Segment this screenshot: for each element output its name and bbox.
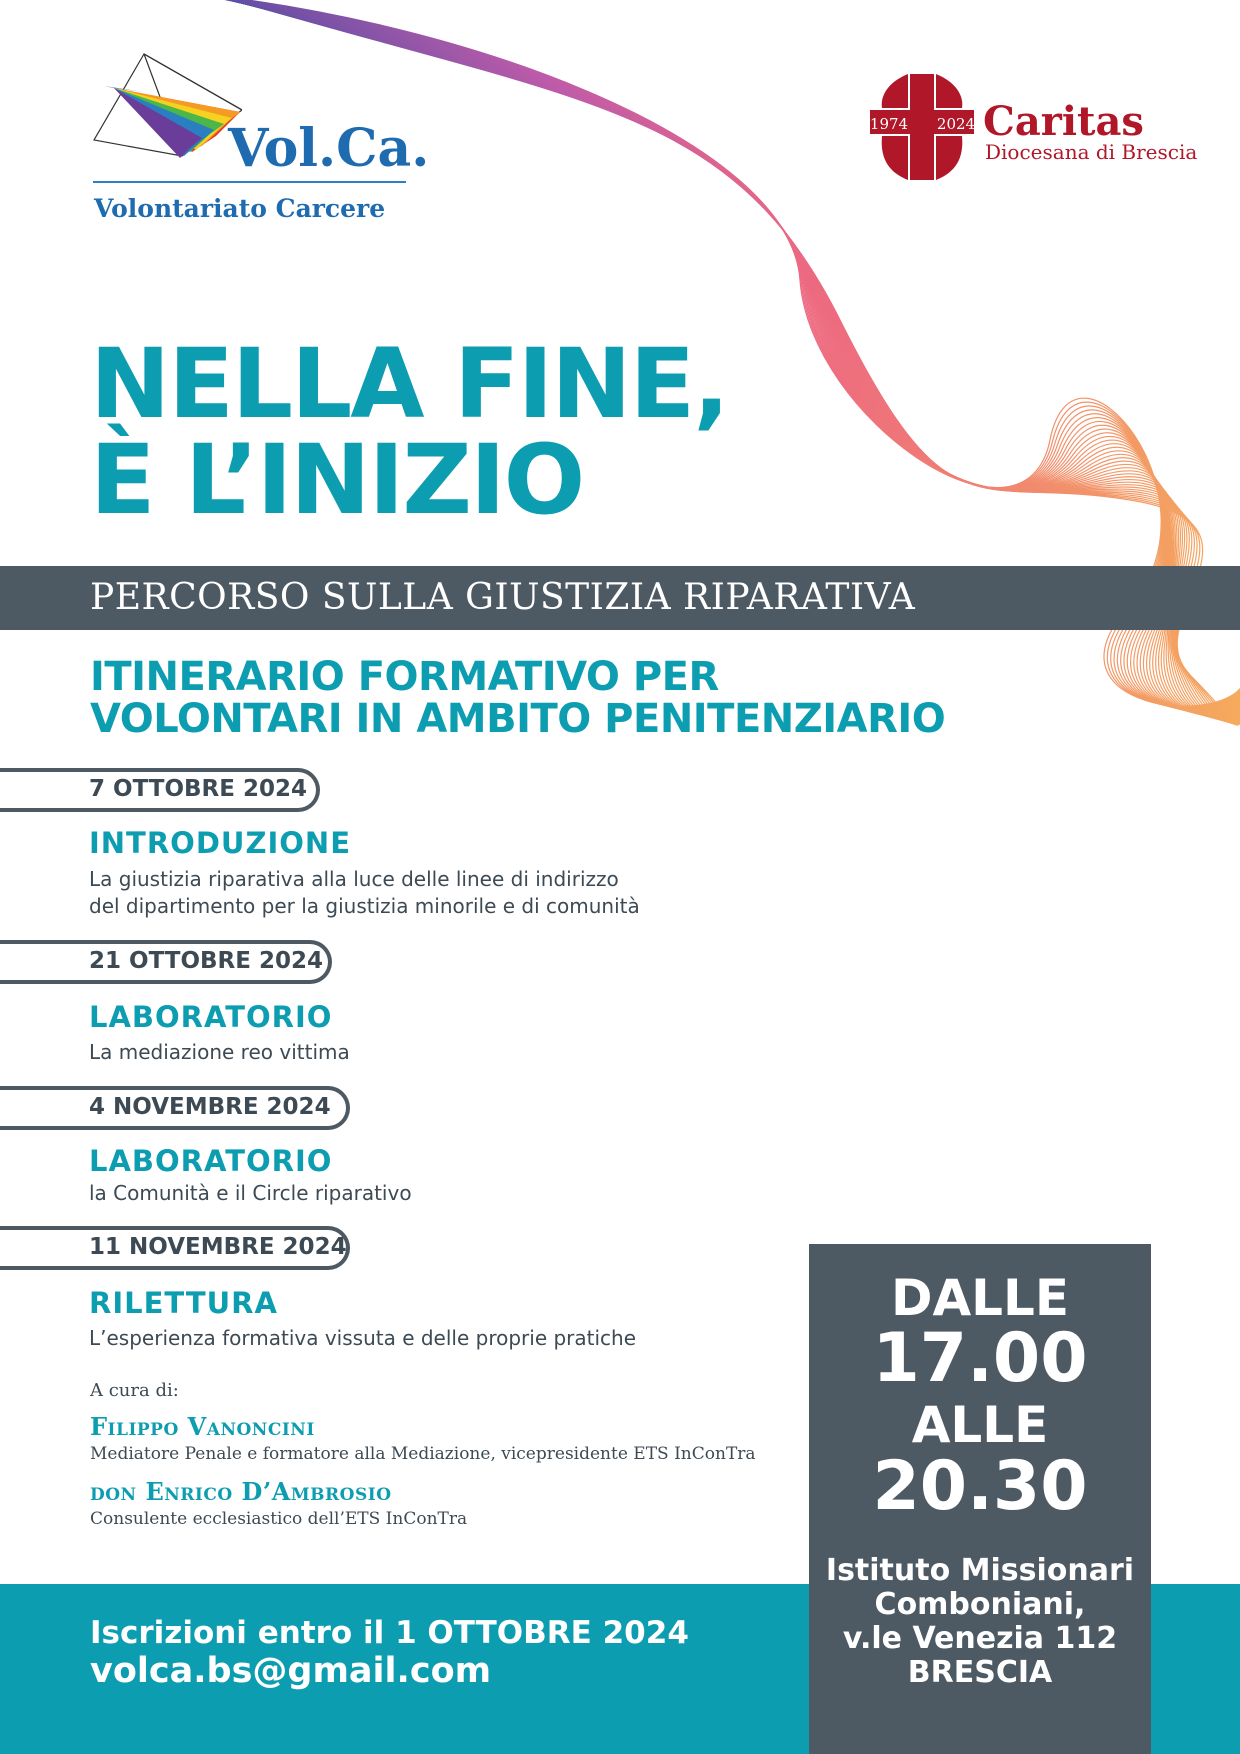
curators-label: A cura di: <box>90 1380 179 1401</box>
session-title: LABORATORIO <box>89 1000 333 1034</box>
session-description: del dipartimento per la giustizia minorile e di comunità <box>89 894 640 918</box>
session-title: INTRODUZIONE <box>89 826 351 860</box>
session-description: la Comunità e il Circle riparativo <box>89 1181 412 1205</box>
venue-line-1: Istituto Missionari <box>825 1553 1135 1588</box>
curator-name: Filippo Vanoncini <box>90 1412 315 1441</box>
session-title: LABORATORIO <box>89 1144 333 1178</box>
headline-line-1: NELLA FINE, <box>90 328 728 440</box>
caritas-year-start: 1974 <box>869 115 909 133</box>
volca-logo-divider <box>93 181 406 183</box>
session-description: La mediazione reo vittima <box>89 1040 350 1064</box>
time-end: 20.30 <box>872 1447 1088 1526</box>
volca-logo-prism-icon <box>92 52 242 162</box>
session-date: 7 OTTOBRE 2024 <box>89 776 307 802</box>
subtitle-line-2: VOLONTARI IN AMBITO PENITENZIARIO <box>90 696 946 742</box>
curator-role: Mediatore Penale e formatore alla Mediazione, vicepresidente ETS InConTra <box>90 1444 756 1464</box>
time-to-label: ALLE <box>911 1396 1049 1454</box>
main-headline <box>90 328 728 536</box>
venue-line-2: Comboniani, <box>874 1587 1086 1622</box>
caritas-logo-subtitle: Diocesana di Brescia <box>985 140 1198 164</box>
session-description: La giustizia riparativa alla luce delle linee di indirizzo <box>89 867 619 891</box>
registration-deadline: Iscrizioni entro il 1 OTTOBRE 2024 <box>90 1615 689 1651</box>
headline-line-2: È L’INIZIO <box>90 424 584 536</box>
itinerary-subtitle <box>90 656 945 740</box>
course-band-title: PERCORSO SULLA GIUSTIZIA RIPARATIVA <box>90 577 916 618</box>
venue-line-3: v.le Venezia 112 <box>842 1621 1118 1656</box>
session-title: RILETTURA <box>89 1286 278 1320</box>
session-date: 11 NOVEMBRE 2024 <box>89 1234 347 1260</box>
session-date: 4 NOVEMBRE 2024 <box>89 1094 331 1120</box>
time-start: 17.00 <box>872 1319 1088 1398</box>
caritas-year-end: 2024 <box>936 115 976 133</box>
caritas-logo-cross-icon <box>868 72 976 182</box>
volca-logo-text: Vol.Ca. <box>228 118 430 179</box>
session-date: 21 OTTOBRE 2024 <box>89 948 323 974</box>
subtitle-line-1: ITINERARIO FORMATIVO PER <box>90 654 719 700</box>
volca-logo-subtitle: Volontariato Carcere <box>94 194 386 223</box>
caritas-logo-text: Caritas <box>983 98 1144 145</box>
curator-role: Consulente ecclesiastico dell’ETS InConTra <box>90 1509 468 1529</box>
time-from-label: DALLE <box>890 1269 1070 1327</box>
curator-name: don Enrico D’Ambrosio <box>90 1477 392 1506</box>
session-description: L’esperienza formativa vissuta e delle proprie pratiche <box>89 1326 637 1350</box>
registration-email: volca.bs@gmail.com <box>90 1651 492 1691</box>
venue-line-4: BRESCIA <box>907 1655 1053 1690</box>
